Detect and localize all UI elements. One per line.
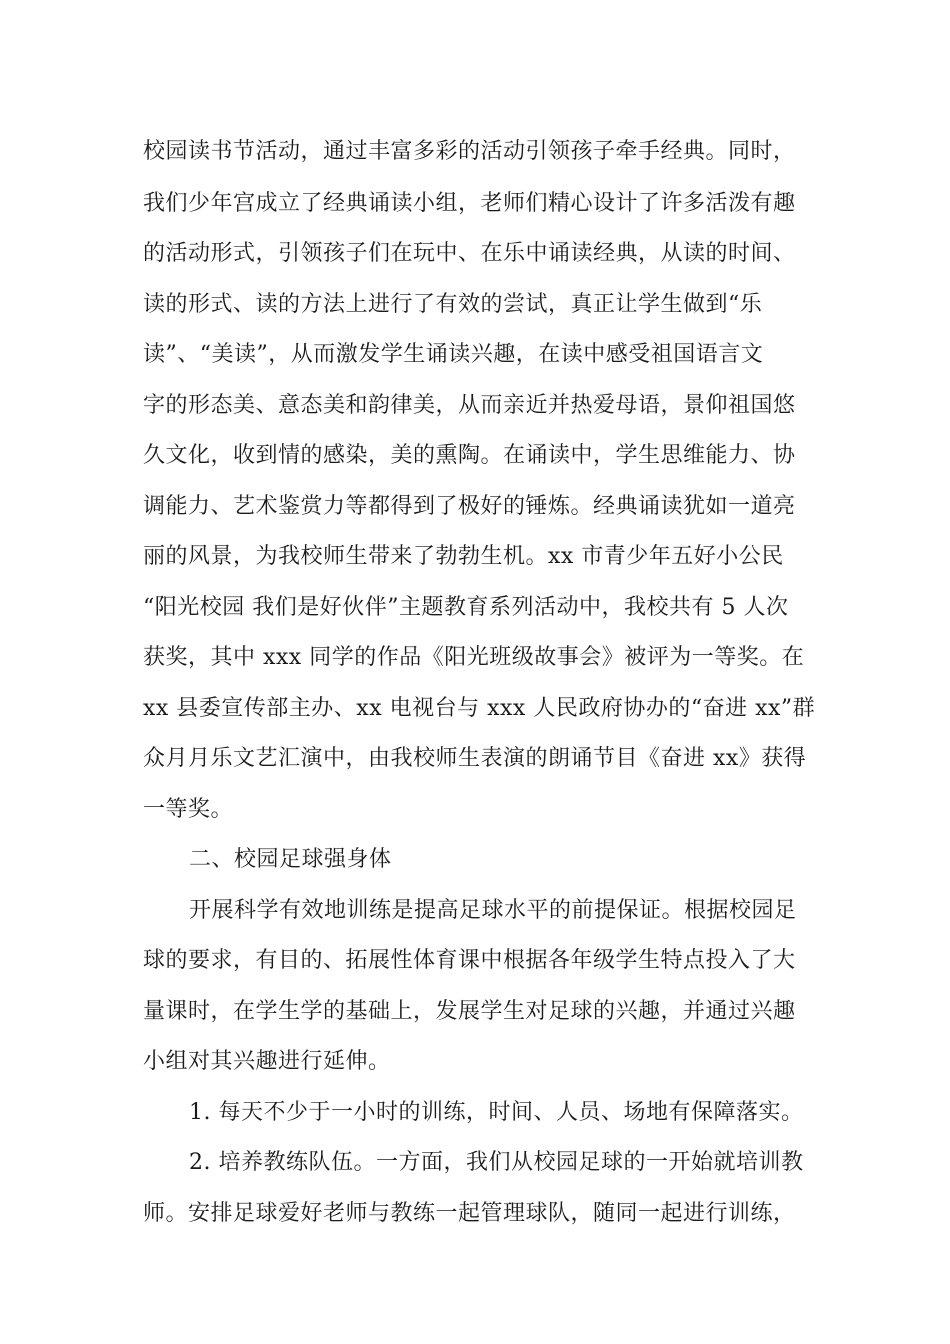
paragraph-line: xx 县委宣传部主办、xx 电视台与 xxx 人民政府协办的“奋进 xx”群 [143,696,816,721]
paragraph-line: 调能力、艺术鉴赏力等都得到了极好的锤炼。经典诵读犹如一道亮 [143,494,796,519]
section-heading: 二、校园足球强身体 [189,847,392,872]
paragraph-line: 校园读书节活动，通过丰富多彩的活动引领孩子牵手经典。同时， [143,139,796,164]
paragraph-line: 小组对其兴趣进行延伸。 [143,1049,391,1074]
paragraph-line: 的活动形式，引领孩子们在玩中、在乐中诵读经典，从读的时间、 [143,241,796,266]
paragraph-line: 球的要求，有目的、拓展性体育课中根据各年级学生特点投入了大 [143,948,796,973]
list-item: 1. 每天不少于一小时的训练，时间、人员、场地有保障落实。 [189,1100,804,1125]
paragraph-line: 字的形态美、意态美和韵律美，从而亲近并热爱母语，景仰祖国悠 [143,393,796,418]
paragraph-line: 众月月乐文艺汇演中，由我校师生表演的朗诵节目《奋进 xx》获得 [143,746,807,771]
paragraph-line: 量课时，在学生学的基础上，发展学生对足球的兴趣，并通过兴趣 [143,999,796,1024]
paragraph-line: 我们少年宫成立了经典诵读小组，老师们精心设计了许多活泼有趣 [143,191,796,216]
paragraph-line: 师。安排足球爱好老师与教练一起管理球队，随同一起进行训练， [143,1201,796,1226]
paragraph-line: 获奖，其中 xxx 同学的作品《阳光班级故事会》被评为一等奖。在 [143,645,805,670]
list-item: 2. 培养教练队伍。一方面，我们从校园足球的一开始就培训教 [189,1150,804,1175]
paragraph-line: 读的形式、读的方法上进行了有效的尝试，真正让学生做到“乐 [143,292,763,317]
paragraph-line: 一等奖。 [143,797,234,822]
paragraph-line: 开展科学有效地训练是提高足球水平的前提保证。根据校园足 [189,898,797,923]
paragraph-line: “阳光校园 我们是好伙伴”主题教育系列活动中，我校共有 5 人次 [143,595,789,620]
paragraph-line: 丽的风景，为我校师生带来了勃勃生机。xx 市青少年五好小公民 [143,544,784,569]
paragraph-line: 读”、“美读”，从而激发学生诵读兴趣，在读中感受祖国语言文 [143,342,764,367]
paragraph-line: 久文化，收到情的感染，美的熏陶。在诵读中，学生思维能力、协 [143,443,796,468]
